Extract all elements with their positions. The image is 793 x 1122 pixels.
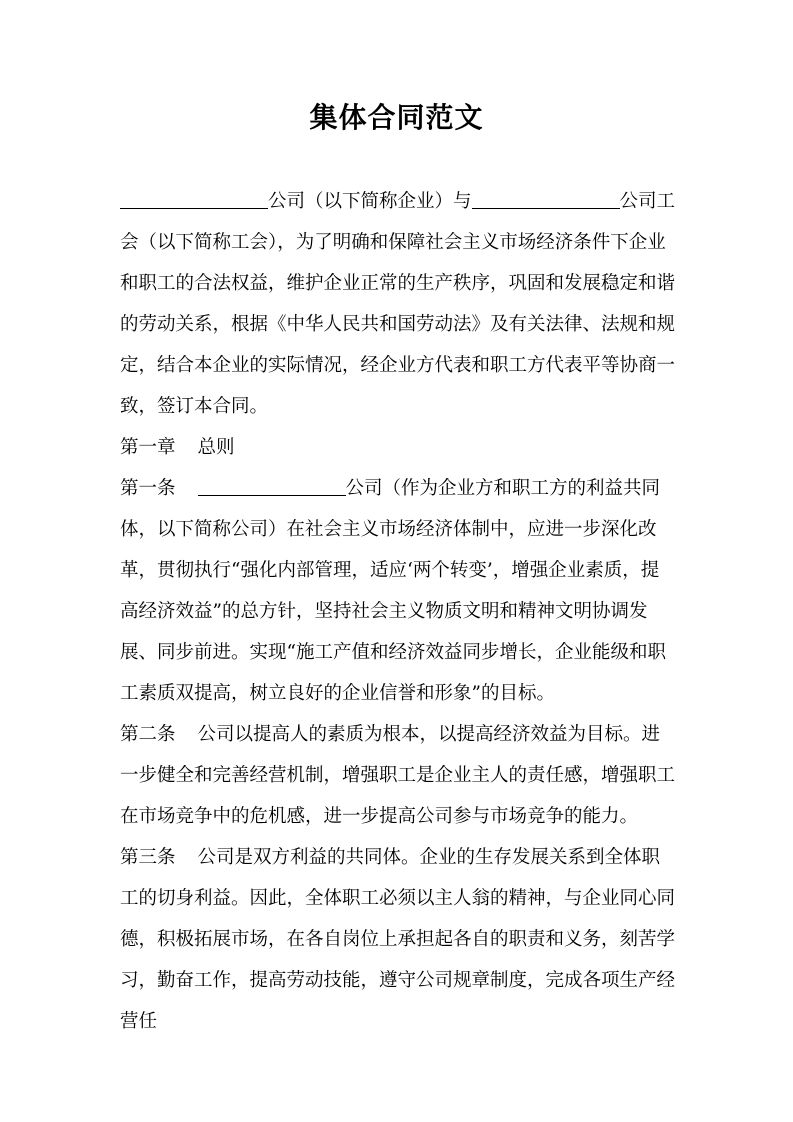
chapter-heading [120,427,676,468]
article-3-text: 公司是双方利益的共同体。企业的生存发展关系到全体职工的切身利益。因此，全体职工必须以主人翁的精神，与企业同心同德，积极拓展市场，在各自岗位上承担起各自的职责和义务，刻苦学习，勤奋工作，提高劳动技能，遵守公司规章制度，完成各项生产经营任 [120,847,676,1032]
article-3-label: 第三条 [120,847,176,868]
intro-party-a-suffix: 公司（以下简称企业）与 [268,191,472,212]
article-1-company-blank[interactable] [198,475,346,496]
article-1-text: 公司（作为企业方和职工方的利益共同体，以下简称公司）在社会主义市场经济体制中，应进一步深化改革，贯彻执行“强化内部管理，适应‘两个转变’，增强企业素质，提高经济效益”的总方针，坚持社会主义物质文明和精神文明协调发展、同步前进。实现“施工产值和经济效益同步增长，企业能级和职工素质双提高，树立良好的企业信誉和形象”的目标。 [120,478,666,704]
union-company-name-blank[interactable] [472,188,620,209]
chapter-name: 总则 [197,437,235,458]
intro-paragraph [120,181,676,427]
article-1 [120,468,676,714]
company-name-blank[interactable] [120,188,268,209]
article-2-text: 公司以提高人的素质为根本，以提高经济效益为目标。进一步健全和完善经营机制，增强职工是企业主人的责任感，增强职工在市场竞争中的危机感，进一步提高公司参与市场竞争的能力。 [120,724,676,827]
document-body [120,181,676,1042]
document-title: 集体合同范文 [309,101,484,134]
chapter-label: 第一章 [120,437,176,458]
article-2-label: 第二条 [120,724,176,745]
intro-text: 公司工会（以下简称工会），为了明确和保障社会主义市场经济条件下企业和职工的合法权益，维护企业正常的生产秩序，巩固和发展稳定和谐的劳动关系，根据《中华人民共和国劳动法》及有关法律、法规和规定，结合本企业的实际情况，经企业方代表和职工方代表平等协商一致，签订本合同。 [120,191,676,417]
article-1-label: 第一条 [120,478,176,499]
article-3 [120,837,676,1042]
article-2 [120,714,676,837]
